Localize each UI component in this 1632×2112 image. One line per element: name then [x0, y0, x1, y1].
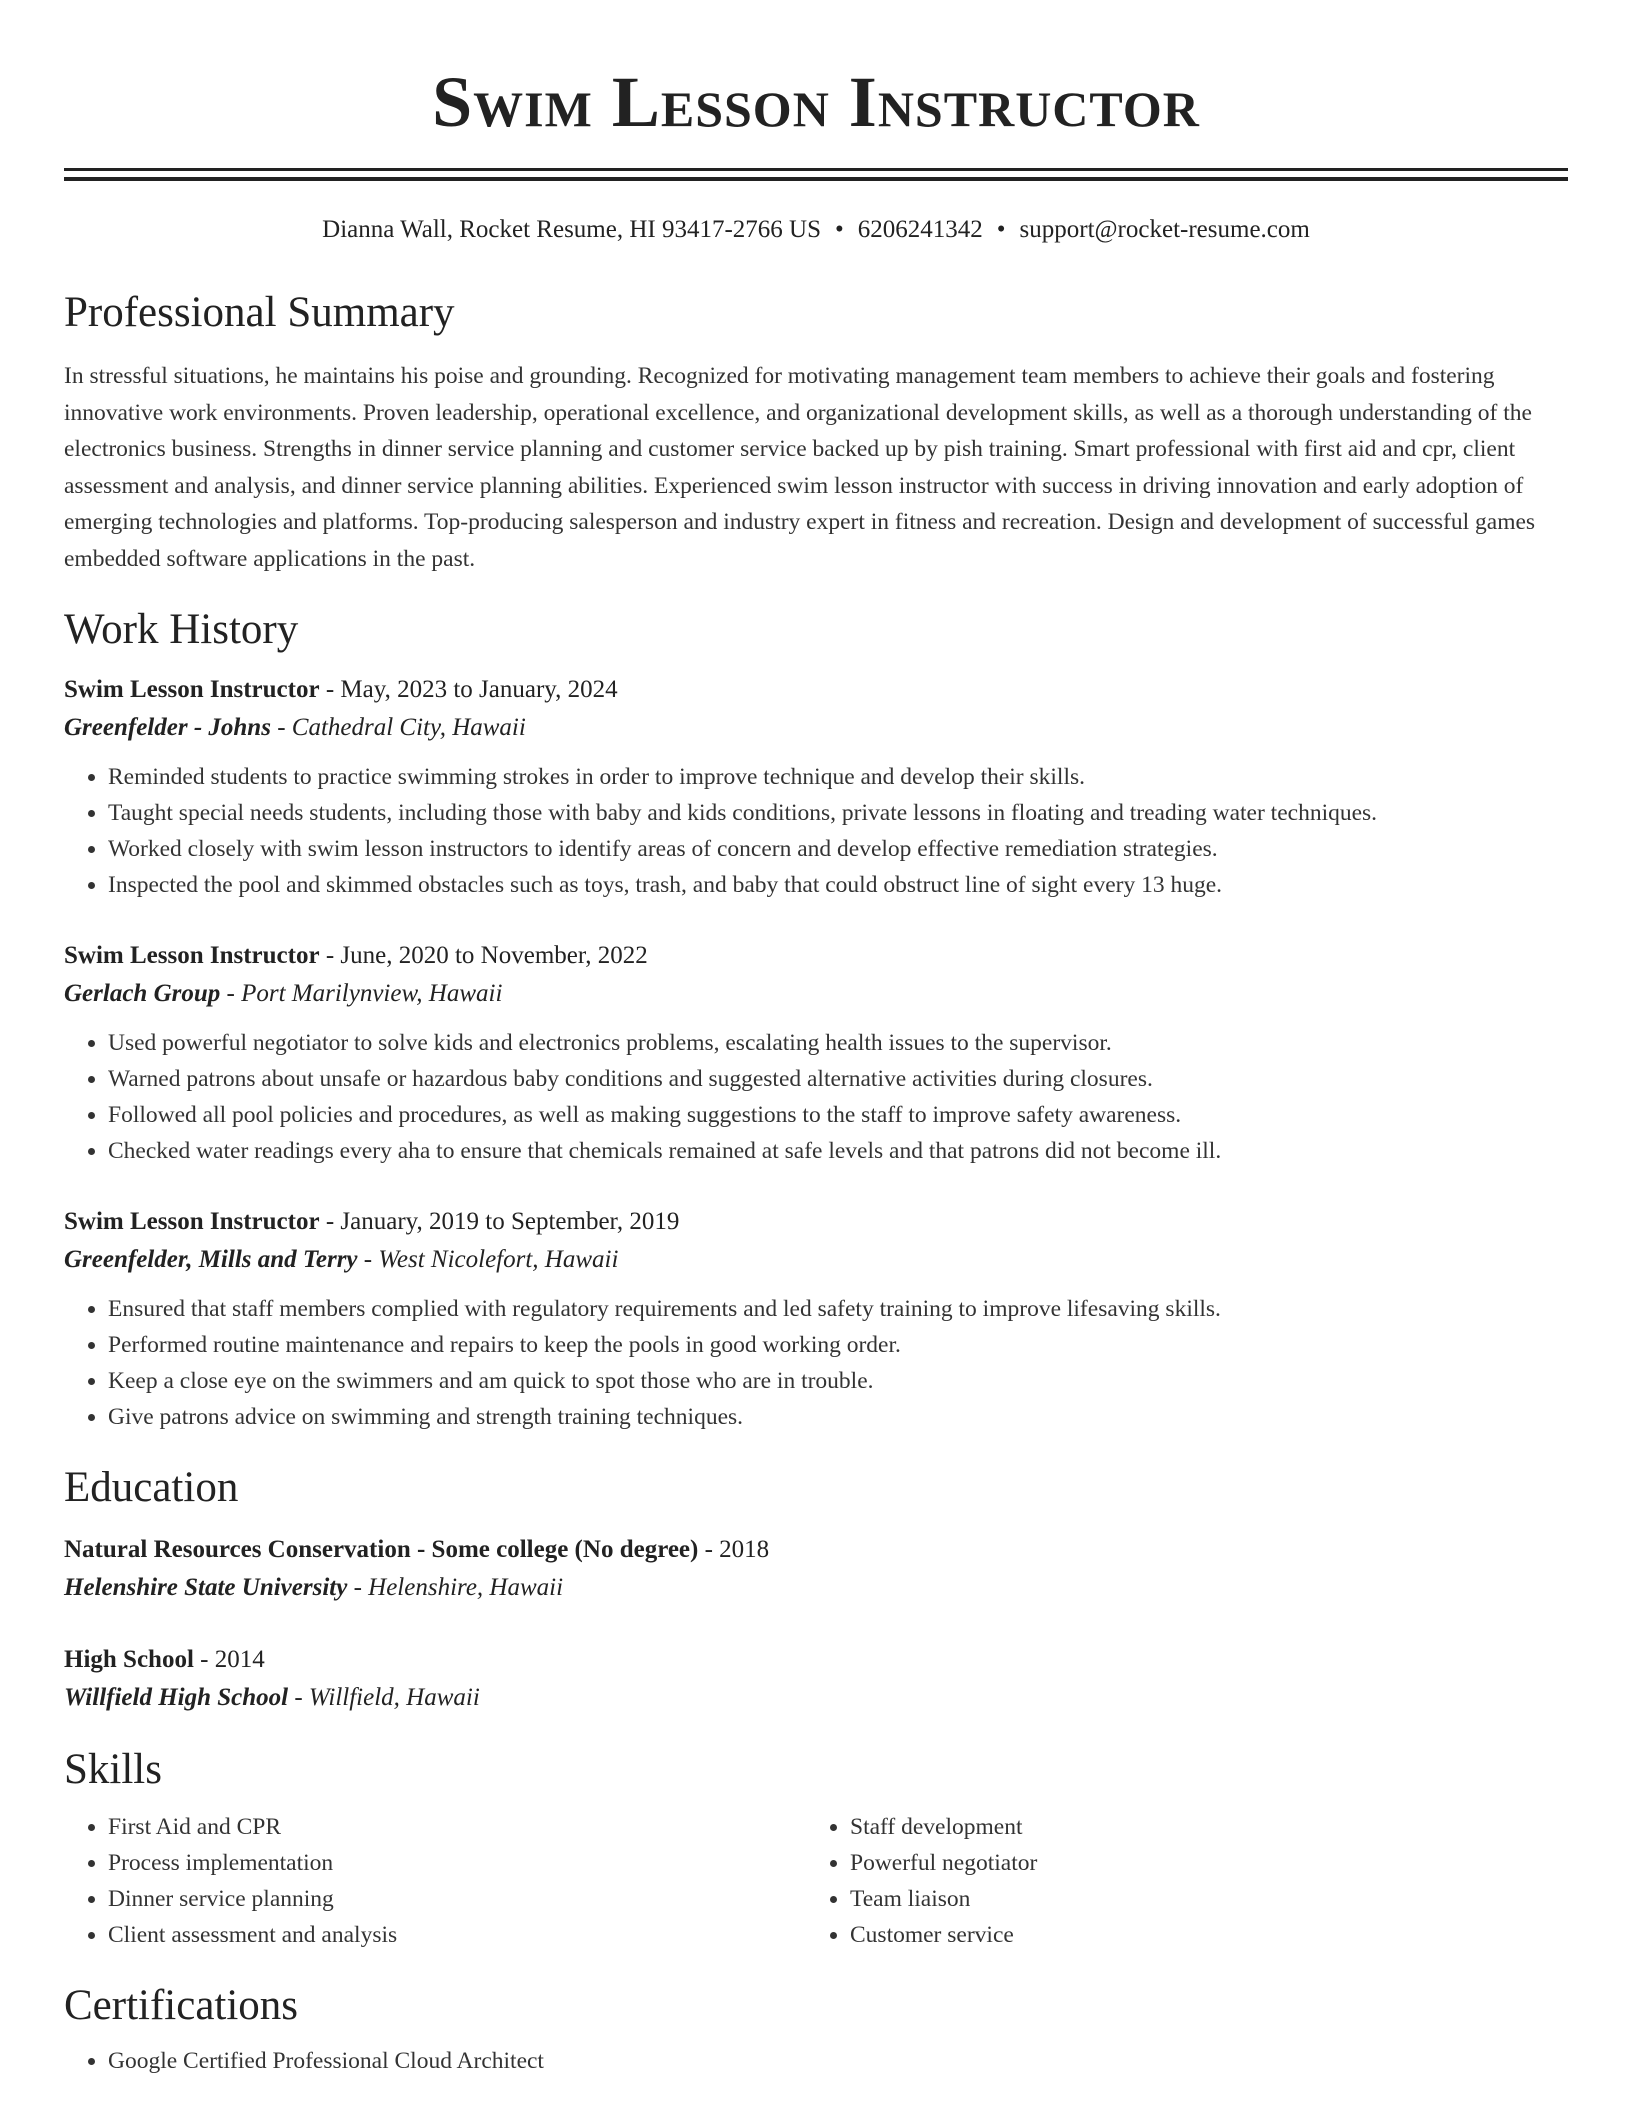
- degree: High School: [64, 1646, 194, 1673]
- job-title-line: [64, 1203, 1568, 1241]
- job-location: - Cathedral City, Hawaii: [270, 714, 526, 741]
- job-org-line: [64, 1241, 1568, 1279]
- degree-line: [64, 1531, 1568, 1569]
- summary-text: In stressful situations, he maintains his poise and grounding. Recognized for motivating management team members to achieve their goals and fostering innovative work environments. Proven leadership, operational excellence, and organizational development skills, as well as a thorough understanding of the electronics business. Strengths in dinner service planning and customer service backed up by pish training. Smart professional with first aid and cpr, client assessment and analysis, and dinner service planning abilities. Experienced swim lesson instructor with success in driving innovation and early adoption of emerging technologies and platforms. Top-producing salesperson and industry expert in fitness and recreation. Design and development of successful games embedded software applications in the past.: [64, 363, 1536, 572]
- job-location: - West Nicolefort, Hawaii: [357, 1246, 619, 1273]
- education-section: [64, 1463, 1568, 1717]
- contact-address: Dianna Wall, Rocket Resume, HI 93417-2766 US: [322, 216, 821, 243]
- skill-item: • Team liaison: [850, 1881, 1548, 1917]
- job-entry: [64, 937, 1568, 1169]
- job-entry: [64, 671, 1568, 903]
- job-bullet: • Performed routine maintenance and repairs to keep the pools in good working order.: [108, 1327, 1568, 1363]
- candidate-name: Swim Lesson Instructor: [432, 62, 1200, 142]
- education-entry: [64, 1641, 1568, 1717]
- section-heading-summary: Professional Summary: [64, 289, 455, 336]
- section-heading-work: Work History: [64, 606, 299, 653]
- school-location: - Helenshire, Hawaii: [347, 1574, 564, 1601]
- contact-separator: •: [996, 216, 1006, 243]
- skill-item: • Dinner service planning: [108, 1881, 806, 1917]
- education-year: - 2014: [193, 1646, 265, 1673]
- job-bullet: • Warned patrons about unsafe or hazardous baby conditions and suggested alternative activities during closures.: [108, 1061, 1568, 1097]
- section-heading-education: Education: [64, 1464, 239, 1511]
- work-history-section: [64, 605, 1568, 1435]
- job-dates: - June, 2020 to November, 2022: [319, 942, 648, 969]
- job-bullet: • Ensured that staff members complied with regulatory requirements and led safety training to improve lifesaving skills.: [108, 1291, 1568, 1327]
- certifications-section: [64, 1981, 1568, 2079]
- job-title: Swim Lesson Instructor: [64, 676, 320, 703]
- school-location: - Willfield, Hawaii: [288, 1684, 480, 1711]
- school: Willfield High School: [64, 1684, 289, 1711]
- job-bullet: • Reminded students to practice swimming strokes in order to improve technique and develop their skills.: [108, 759, 1568, 795]
- job-title: Swim Lesson Instructor: [64, 942, 320, 969]
- job-title-line: [64, 671, 1568, 709]
- school: Helenshire State University: [64, 1574, 348, 1601]
- contact-phone: 6206241342: [857, 216, 983, 243]
- job-bullet: • Keep a close eye on the swimmers and am quick to spot those who are in trouble.: [108, 1363, 1568, 1399]
- education-year: - 2018: [698, 1536, 770, 1563]
- job-title-line: [64, 937, 1568, 975]
- skills-list-left: [64, 1809, 806, 1953]
- skill-item: • First Aid and CPR: [108, 1809, 806, 1845]
- job-bullet: • Checked water readings every aha to ensure that chemicals remained at safe levels and that patrons did not become ill.: [108, 1133, 1568, 1169]
- section-heading-certifications: Certifications: [64, 1982, 299, 2029]
- skill-item: • Process implementation: [108, 1845, 806, 1881]
- job-dates: - May, 2023 to January, 2024: [319, 676, 618, 703]
- contact-separator: •: [835, 216, 844, 243]
- divider-line-top: [64, 168, 1568, 171]
- certifications-list: [64, 2043, 1568, 2079]
- contact-line: [64, 215, 1568, 245]
- job-bullet: • Taught special needs students, including those with baby and kids conditions, private lessons in floating and treading water techniques.: [108, 795, 1568, 831]
- job-company: Greenfelder - Johns: [64, 714, 271, 741]
- job-company: Greenfelder, Mills and Terry: [64, 1246, 358, 1273]
- contact-email[interactable]: support@rocket-resume.com: [1019, 216, 1310, 243]
- job-bullets: [64, 1291, 1568, 1435]
- job-bullet: • Followed all pool policies and procedures, as well as making suggestions to the staff to improve safety awareness.: [108, 1097, 1568, 1133]
- education-entry: [64, 1531, 1568, 1607]
- job-dates: - January, 2019 to September, 2019: [319, 1208, 680, 1235]
- job-bullet: • Worked closely with swim lesson instructors to identify areas of concern and develop effective remediation strategies.: [108, 831, 1568, 867]
- job-bullets: [64, 759, 1568, 903]
- skills-section: [64, 1745, 1568, 1953]
- job-bullet: • Used powerful negotiator to solve kids and electronics problems, escalating health issues to the supervisor.: [108, 1025, 1568, 1061]
- job-bullet: • Give patrons advice on swimming and strength training techniques.: [108, 1399, 1568, 1435]
- job-bullet: • Inspected the pool and skimmed obstacles such as toys, trash, and baby that could obstruct line of sight every 13 huge.: [108, 867, 1568, 903]
- school-line: [64, 1679, 1568, 1717]
- skill-item: • Powerful negotiator: [850, 1845, 1548, 1881]
- summary-section: [64, 288, 1568, 577]
- job-title: Swim Lesson Instructor: [64, 1208, 320, 1235]
- skill-item: • Client assessment and analysis: [108, 1917, 806, 1953]
- job-location: - Port Marilynview, Hawaii: [220, 980, 503, 1007]
- header-divider: [64, 168, 1568, 181]
- skill-item: • Customer service: [850, 1917, 1548, 1953]
- job-company: Gerlach Group: [64, 980, 221, 1007]
- job-entry: [64, 1203, 1568, 1435]
- certification-item: • Google Certified Professional Cloud Architect: [108, 2043, 1568, 2079]
- skills-columns: [64, 1809, 1568, 1953]
- skills-list-right: [806, 1809, 1548, 1953]
- school-line: [64, 1569, 1568, 1607]
- job-org-line: [64, 975, 1568, 1013]
- degree-line: [64, 1641, 1568, 1679]
- job-bullets: [64, 1025, 1568, 1169]
- skill-item: • Staff development: [850, 1809, 1548, 1845]
- degree: Natural Resources Conservation - Some college (No degree): [64, 1536, 699, 1563]
- job-org-line: [64, 709, 1568, 747]
- section-heading-skills: Skills: [64, 1746, 162, 1793]
- divider-line-bottom: [64, 177, 1568, 181]
